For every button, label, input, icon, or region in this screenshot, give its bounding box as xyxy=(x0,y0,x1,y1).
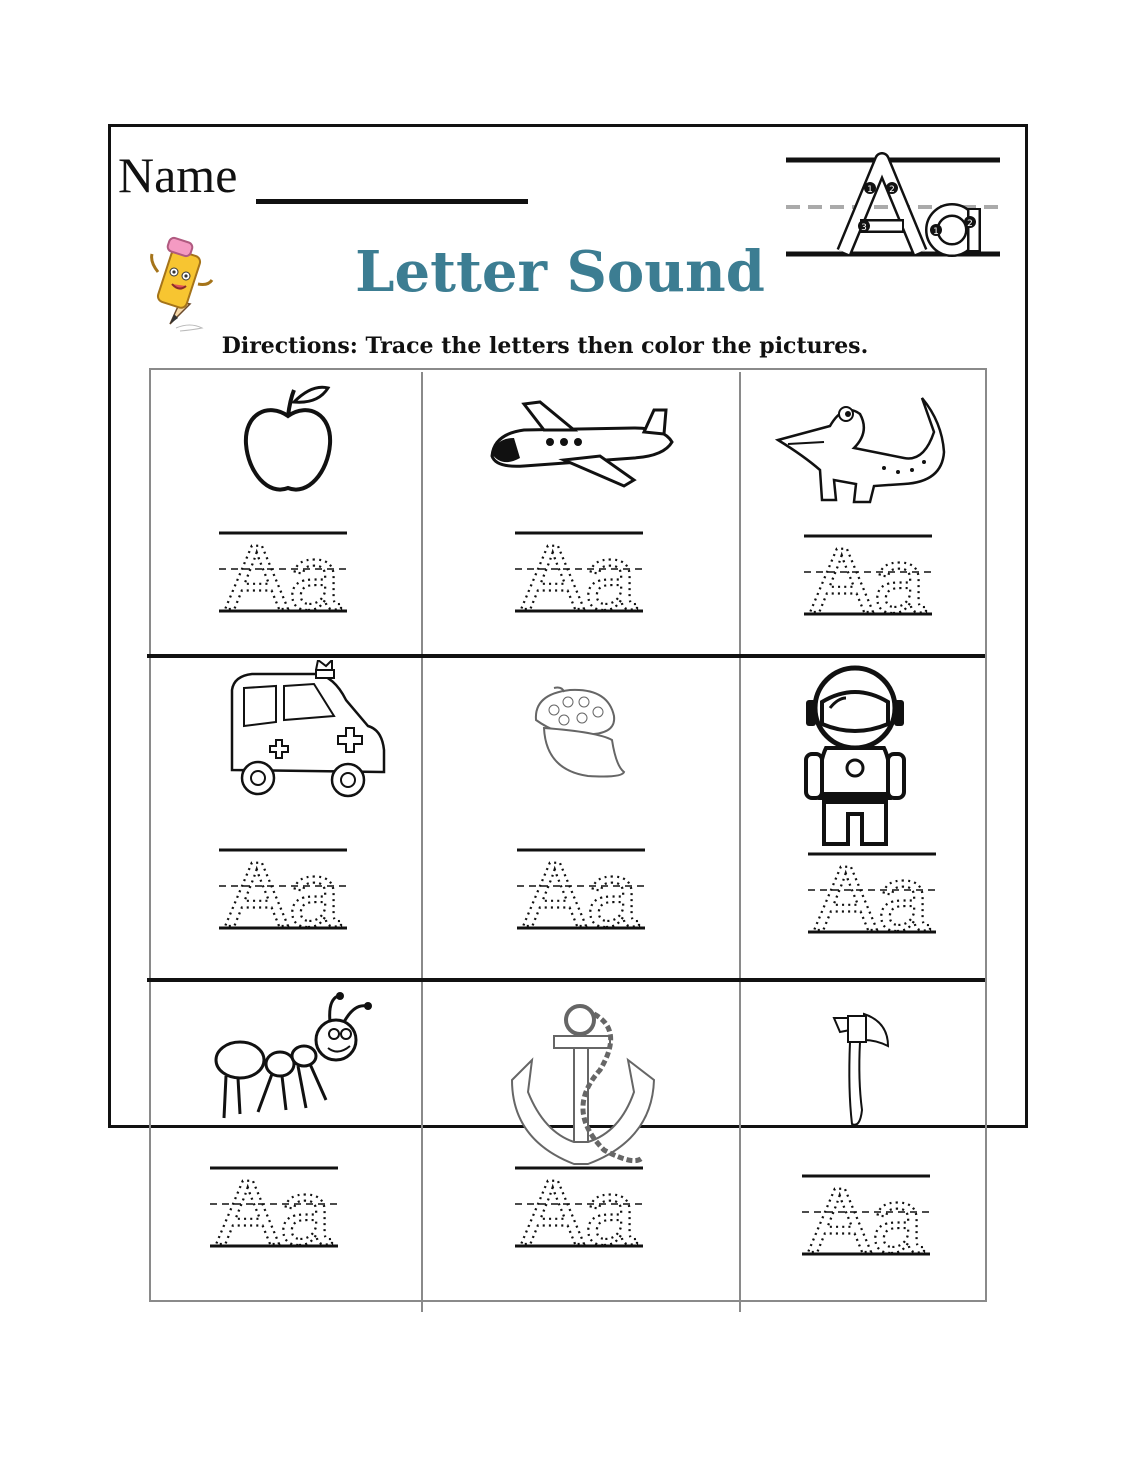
letter-trace-line[interactable] xyxy=(517,844,653,934)
letter-a-stroke-order-guide xyxy=(786,152,1000,262)
pencil-mascot-icon xyxy=(140,232,220,332)
apple-icon xyxy=(238,382,338,502)
letter-trace-line[interactable] xyxy=(210,1162,346,1252)
acorn-icon xyxy=(524,686,634,786)
grid-border-top xyxy=(149,368,985,370)
letter-trace-line[interactable] xyxy=(219,844,355,934)
stroke-number: 2 xyxy=(889,185,895,195)
trace-letters: Aa xyxy=(814,848,931,938)
anchor-icon xyxy=(504,1000,660,1170)
trace-letters: Aa xyxy=(521,527,638,617)
stroke-number: 3 xyxy=(861,223,867,233)
name-label: Name xyxy=(118,147,238,203)
letter-trace-line[interactable] xyxy=(219,527,355,617)
alligator-icon xyxy=(774,392,954,512)
grid-divider-1 xyxy=(421,372,423,1312)
name-write-line[interactable] xyxy=(256,199,528,204)
stroke-number: 2 xyxy=(967,219,973,229)
ant-icon xyxy=(210,990,380,1130)
worksheet-title: Letter Sound xyxy=(355,239,765,305)
stroke-number: 1 xyxy=(933,227,939,237)
grid-border-bottom xyxy=(149,1300,985,1302)
astronaut-icon xyxy=(800,664,910,860)
letter-trace-line[interactable] xyxy=(515,1162,651,1252)
grid-border-left xyxy=(149,368,151,1302)
trace-letters: Aa xyxy=(523,844,640,934)
trace-letters: Aa xyxy=(216,1162,333,1252)
letter-trace-line[interactable] xyxy=(515,527,651,617)
trace-letters: Aa xyxy=(810,530,927,620)
ambulance-icon xyxy=(222,660,394,808)
letter-trace-line[interactable] xyxy=(804,530,940,620)
trace-letters: Aa xyxy=(225,844,342,934)
trace-letters: Aa xyxy=(808,1170,925,1260)
directions-text: Directions: Trace the letters then color the pictures. xyxy=(221,333,869,359)
axe-icon xyxy=(826,1010,896,1134)
grid-border-right xyxy=(985,368,987,1302)
letter-trace-line[interactable] xyxy=(808,848,944,938)
airplane-icon xyxy=(484,398,680,494)
trace-letters: Aa xyxy=(521,1162,638,1252)
row-divider-2 xyxy=(147,978,985,982)
grid-divider-2 xyxy=(739,372,741,1312)
stroke-number: 1 xyxy=(867,185,873,195)
letter-trace-line[interactable] xyxy=(802,1170,938,1260)
trace-letters: Aa xyxy=(225,527,342,617)
row-divider-1 xyxy=(147,654,985,658)
